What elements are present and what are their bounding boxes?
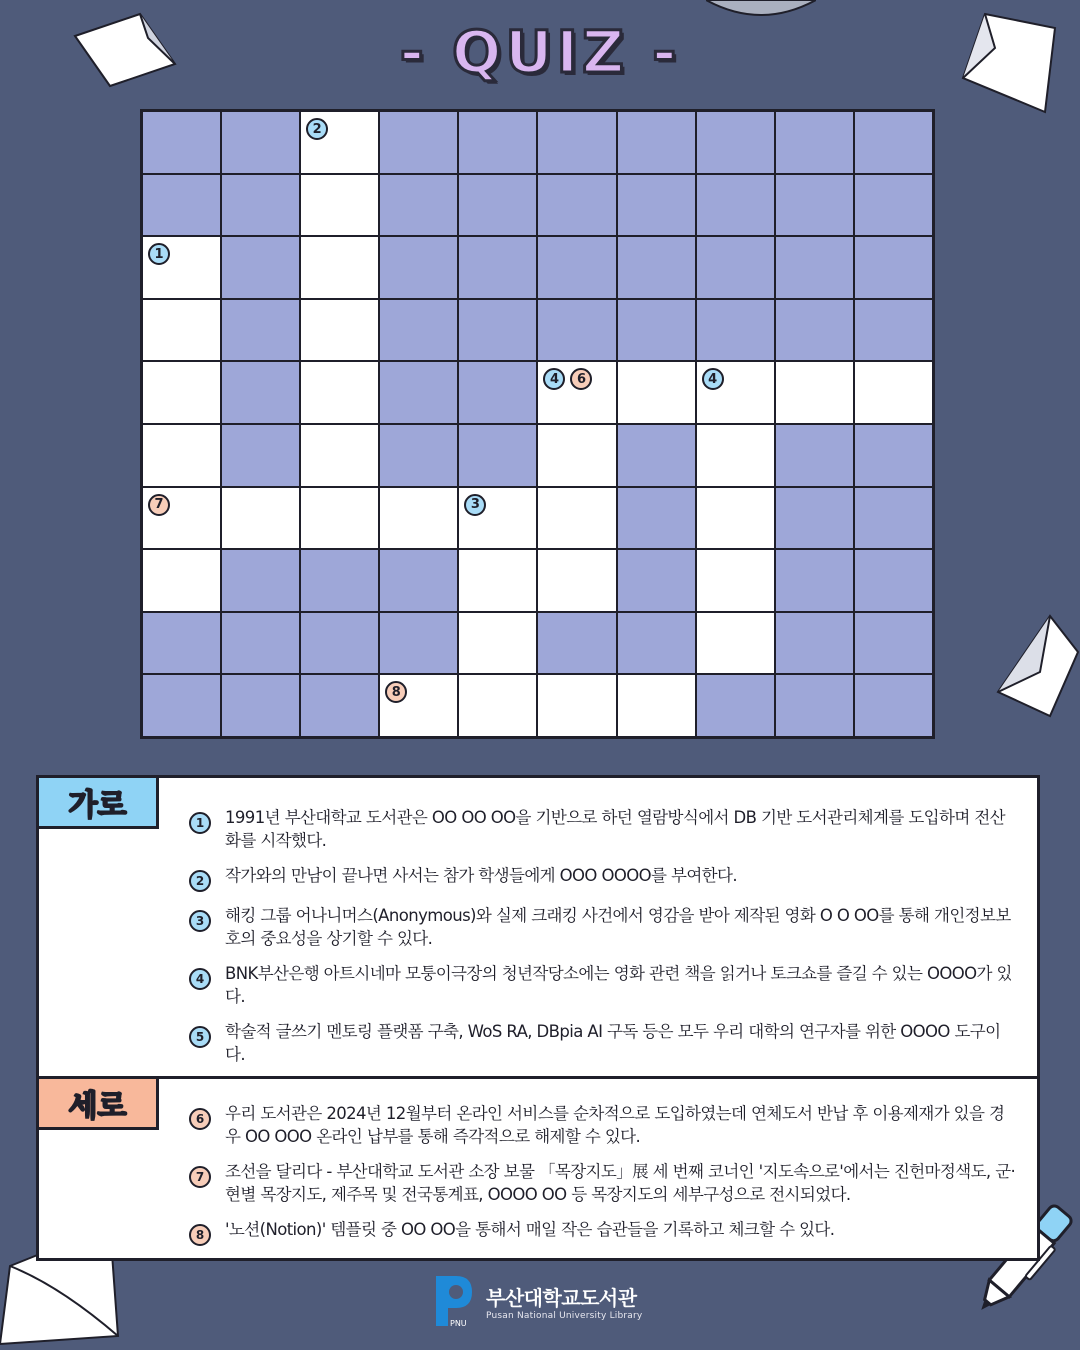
- clue-item: [189, 962, 1019, 1008]
- crossword-cell-open[interactable]: [143, 362, 220, 423]
- crossword-cell-blocked: [222, 237, 299, 298]
- crossword-cell-blocked: [143, 112, 220, 173]
- clue-number-badge: 4: [543, 368, 565, 390]
- crossword-cell-open[interactable]: [143, 425, 220, 486]
- crossword-cell-blocked: [697, 175, 774, 236]
- crossword-cell-open[interactable]: [301, 237, 378, 298]
- clue-number-badge: 8: [385, 681, 407, 703]
- crossword-cell-open[interactable]: [459, 675, 536, 736]
- crossword-cell-blocked: [776, 112, 853, 173]
- crossword-cell-blocked: [618, 300, 695, 361]
- crossword-cell-open[interactable]: [697, 425, 774, 486]
- clue-number: 3: [189, 910, 211, 932]
- crossword-cell-blocked: [697, 237, 774, 298]
- clue-text: '노션(Notion)' 템플릿 중 OO OO을 통해서 매일 작은 습관들을 기록하고 체크할 수 있다.: [225, 1220, 835, 1239]
- logo-mark-text: PNU: [450, 1319, 467, 1328]
- clue-item: [189, 1102, 1019, 1148]
- clue-number: 7: [189, 1166, 211, 1188]
- clue-text: BNK부산은행 아트시네마 모퉁이극장의 청년작당소에는 영화 관련 책을 읽거나 토크쇼를 즐길 수 있는 OOOO가 있다.: [225, 964, 1012, 1006]
- crossword-cell-blocked: [459, 362, 536, 423]
- clue-text: 우리 도서관은 2024년 12월부터 온라인 서비스를 순차적으로 도입하였는데 연체도서 반납 후 이용제재가 있을 경우 OO OOO 온라인 납부를 통해 즉각적으로 해제할 수 있다.: [225, 1104, 1005, 1146]
- crossword-cell-blocked: [143, 675, 220, 736]
- crossword-cell-open[interactable]: [301, 488, 378, 549]
- crossword-cell-blocked: [855, 425, 932, 486]
- crossword-cell-blocked: [459, 175, 536, 236]
- clue-number: 4: [189, 968, 211, 990]
- crossword-cell-blocked: [855, 488, 932, 549]
- crossword-cell-blocked: [459, 112, 536, 173]
- crossword-cell-blocked: [222, 112, 299, 173]
- crossword-cell-open[interactable]: [222, 488, 299, 549]
- crossword-cell-blocked: [380, 362, 457, 423]
- crossword-cell-blocked: [143, 175, 220, 236]
- clue-number: 5: [189, 1026, 211, 1048]
- crossword-cell-blocked: [776, 300, 853, 361]
- crossword-cell-blocked: [222, 550, 299, 611]
- crossword-cell-blocked: [538, 613, 615, 674]
- crossword-cell-open[interactable]: [301, 425, 378, 486]
- crossword-cell-open[interactable]: [143, 300, 220, 361]
- crossword-cell-blocked: [538, 112, 615, 173]
- clue-item: [189, 1160, 1019, 1206]
- crossword-cell-blocked: [459, 300, 536, 361]
- crossword-cell-blocked: [222, 425, 299, 486]
- crossword-cell-blocked: [380, 550, 457, 611]
- crossword-cell-blocked: [538, 237, 615, 298]
- crossword-cell-open[interactable]: [776, 362, 853, 423]
- crossword-cell-open[interactable]: [855, 362, 932, 423]
- crossword-cell-blocked: [776, 237, 853, 298]
- crossword-cell-blocked: [776, 675, 853, 736]
- crossword-cell-blocked: [538, 300, 615, 361]
- crossword-cell-open[interactable]: [143, 488, 220, 549]
- down-clue-list: [189, 1102, 1019, 1258]
- clue-number-badge: 7: [148, 494, 170, 516]
- across-section-tag: 가로: [36, 775, 159, 829]
- library-name: 부산대학교도서관: [486, 1285, 637, 1310]
- down-section-tag: 세로: [36, 1076, 159, 1130]
- crossword-cell-open[interactable]: [459, 550, 536, 611]
- crossword-cell-open[interactable]: [301, 112, 378, 173]
- clue-text: 조선을 달리다 - 부산대학교 도서관 소장 보물 「목장지도」展 세 번째 코너인 '지도속으로'에서는 진헌마정색도, 군·현별 목장지도, 제주목 및 전국통계표, OOOO OO 등 목장지도의 세부구성으로 전시되었다.: [225, 1162, 1016, 1204]
- crossword-cell-blocked: [697, 112, 774, 173]
- clue-text: 해킹 그룹 어나니머스(Anonymous)와 실제 크래킹 사건에서 영감을 받아 제작된 영화 O O OO를 통해 개인정보보호의 중요성을 상기할 수 있다.: [225, 906, 1011, 948]
- crossword-cell-open[interactable]: [538, 488, 615, 549]
- crossword-cell-blocked: [776, 488, 853, 549]
- crossword-cell-blocked: [855, 675, 932, 736]
- crossword-cell-blocked: [855, 300, 932, 361]
- clue-number: 8: [189, 1224, 211, 1246]
- crossword-cell-blocked: [380, 425, 457, 486]
- across-clue-list: [189, 806, 1019, 1078]
- crossword-cell-blocked: [618, 488, 695, 549]
- crossword-cell-open[interactable]: [143, 237, 220, 298]
- crossword-cell-open[interactable]: [538, 550, 615, 611]
- crossword-cell-blocked: [776, 175, 853, 236]
- crossword-cell-blocked: [380, 300, 457, 361]
- clue-number-badge: 1: [148, 243, 170, 265]
- crossword-cell-blocked: [776, 425, 853, 486]
- crossword-cell-blocked: [697, 300, 774, 361]
- library-english-name: Pusan National University Library: [486, 1310, 643, 1321]
- crossword-grid: [140, 109, 935, 739]
- clue-item: [189, 864, 1019, 892]
- clue-item: [189, 806, 1019, 852]
- clue-number-badge: 2: [306, 118, 328, 140]
- pnu-logo-icon: [432, 1272, 476, 1330]
- crossword-cell-open[interactable]: [143, 550, 220, 611]
- crossword-cell-open[interactable]: [618, 675, 695, 736]
- crossword-cell-blocked: [222, 613, 299, 674]
- clue-panel: [36, 775, 1040, 1261]
- crossword-cell-blocked: [855, 237, 932, 298]
- clue-number: 2: [189, 870, 211, 892]
- crossword-cell-blocked: [538, 175, 615, 236]
- clue-text: 학술적 글쓰기 멘토링 플랫폼 구축, WoS RA, DBpia AI 구독 등은 모두 우리 대학의 연구자를 위한 OOOO 도구이다.: [225, 1022, 1001, 1064]
- crossword-cell-blocked: [459, 425, 536, 486]
- clue-number: 1: [189, 812, 211, 834]
- crossword-cell-blocked: [380, 613, 457, 674]
- clue-item: [189, 1020, 1019, 1066]
- crossword-cell-blocked: [301, 675, 378, 736]
- crossword-cell-blocked: [380, 237, 457, 298]
- crossword-cell-open[interactable]: [459, 488, 536, 549]
- crossword-cell-open[interactable]: [697, 488, 774, 549]
- crossword-cell-blocked: [618, 237, 695, 298]
- crossword-cell-blocked: [459, 237, 536, 298]
- crossword-cell-blocked: [618, 613, 695, 674]
- clue-number: 6: [189, 1108, 211, 1130]
- crossword-cell-blocked: [222, 175, 299, 236]
- crossword-cell-blocked: [776, 550, 853, 611]
- crossword-cell-blocked: [380, 175, 457, 236]
- crossword-cell-open[interactable]: [618, 362, 695, 423]
- crossword-cell-blocked: [618, 112, 695, 173]
- clue-number-badge: 4: [702, 368, 724, 390]
- crossword-cell-open[interactable]: [380, 675, 457, 736]
- clue-number-badge: 3: [464, 494, 486, 516]
- crossword-cell-blocked: [855, 175, 932, 236]
- clue-text: 1991년 부산대학교 도서관은 OO OO OO을 기반으로 하던 열람방식에서 DB 기반 도서관리체계를 도입하며 전산화를 시작했다.: [225, 808, 1006, 850]
- crossword-cell-blocked: [143, 613, 220, 674]
- clue-item: [189, 1218, 1019, 1246]
- crossword-cell-open[interactable]: [538, 675, 615, 736]
- crossword-cell-blocked: [618, 175, 695, 236]
- paper-scrap-right: [990, 612, 1080, 722]
- crossword-cell-open[interactable]: [380, 488, 457, 549]
- clue-item: [189, 904, 1019, 950]
- crossword-cell-blocked: [618, 550, 695, 611]
- crossword-cell-open[interactable]: [301, 362, 378, 423]
- crossword-cell-open[interactable]: [697, 362, 774, 423]
- crossword-cell-blocked: [855, 550, 932, 611]
- crossword-cell-blocked: [301, 550, 378, 611]
- crossword-cell-blocked: [855, 613, 932, 674]
- crossword-cell-blocked: [301, 613, 378, 674]
- crossword-cell-blocked: [222, 300, 299, 361]
- crossword-cell-blocked: [855, 112, 932, 173]
- crossword-cell-blocked: [697, 675, 774, 736]
- crossword-cell-blocked: [618, 425, 695, 486]
- clue-number-badge: 6: [570, 368, 592, 390]
- crossword-cell-open[interactable]: [301, 175, 378, 236]
- crossword-cell-open[interactable]: [538, 425, 615, 486]
- crossword-cell-open[interactable]: [697, 550, 774, 611]
- crossword-cell-open[interactable]: [697, 613, 774, 674]
- crossword-cell-open[interactable]: [459, 613, 536, 674]
- library-logo: [432, 1272, 642, 1330]
- crossword-cell-blocked: [380, 112, 457, 173]
- clue-text: 작가와의 만남이 끝나면 사서는 참가 학생들에게 OOO OOOO를 부여한다.: [225, 866, 737, 885]
- crossword-cell-blocked: [776, 613, 853, 674]
- crossword-cell-blocked: [222, 675, 299, 736]
- crossword-cell-open[interactable]: [301, 300, 378, 361]
- section-divider: [39, 1076, 1037, 1079]
- crossword-cell-blocked: [222, 362, 299, 423]
- crossword-cell-open[interactable]: [538, 362, 615, 423]
- quiz-title: - QUIZ -: [399, 18, 681, 86]
